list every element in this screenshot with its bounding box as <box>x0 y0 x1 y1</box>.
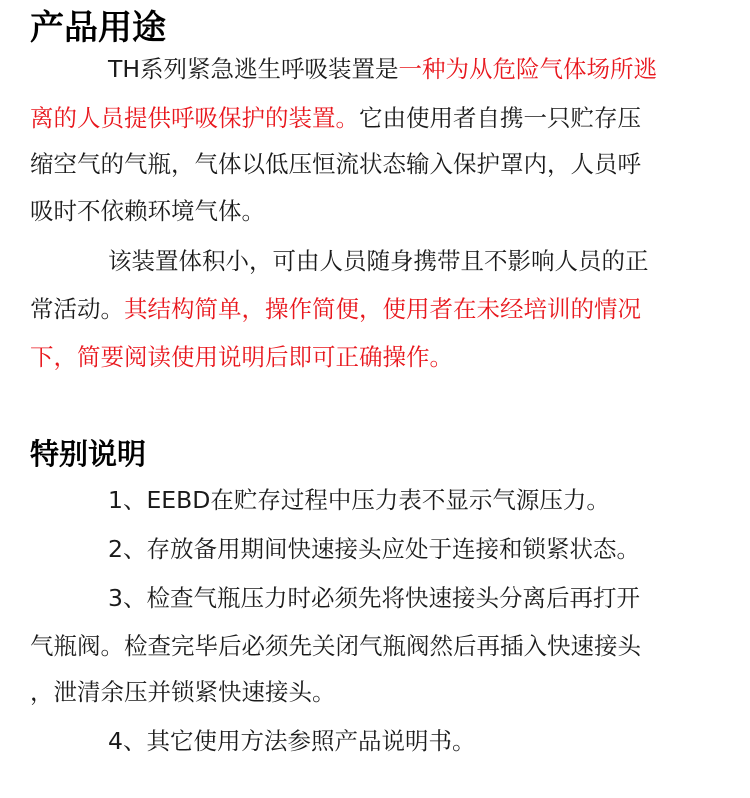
note-item-3: 3、检查气瓶压力时必须先将快速接头分离后再打开 <box>108 584 640 612</box>
paragraph-line <box>108 45 657 93</box>
note-item-3-cont: 气瓶阀。检查完毕后必须先关闭气瓶阀然后再插入快速接头 <box>30 632 641 660</box>
paragraph-line <box>30 94 641 142</box>
paragraph-line: 缩空气的气瓶，气体以低压恒流状态输入保护罩内，人员呼 <box>30 150 641 178</box>
text-span: 它由使用者自携一只贮存压 <box>359 104 641 132</box>
note-item-2: 2、存放备用期间快速接头应处于连接和锁紧状态。 <box>108 535 640 563</box>
highlighted-text: 其结构简单，操作简便，使用者在未经培训的情况 <box>124 295 641 323</box>
paragraph-line: 吸时不依赖环境气体。 <box>30 197 265 225</box>
highlighted-text: 离的人员提供呼吸保护的装置。 <box>30 104 359 132</box>
note-item-1: 1、EEBD在贮存过程中压力表不显示气源压力。 <box>108 486 610 514</box>
highlighted-text: 一种为从危险气体场所逃 <box>398 55 658 83</box>
paragraph-line: 下，简要阅读使用说明后即可正确操作。 <box>30 343 453 371</box>
paragraph-line: 该装置体积小，可由人员随身携带且不影响人员的正 <box>108 247 649 275</box>
paragraph-line <box>30 285 641 333</box>
text-span: 常活动。 <box>30 295 124 323</box>
note-item-3-cont: ，泄清余压并锁紧快速接头。 <box>30 678 336 706</box>
section-title-product-use: 产品用途 <box>30 8 166 48</box>
text-span: TH系列紧急逃生呼吸装置是 <box>108 55 399 83</box>
note-item-4: 4、其它使用方法参照产品说明书。 <box>108 727 476 755</box>
section-title-special-notes: 特别说明 <box>30 437 147 471</box>
